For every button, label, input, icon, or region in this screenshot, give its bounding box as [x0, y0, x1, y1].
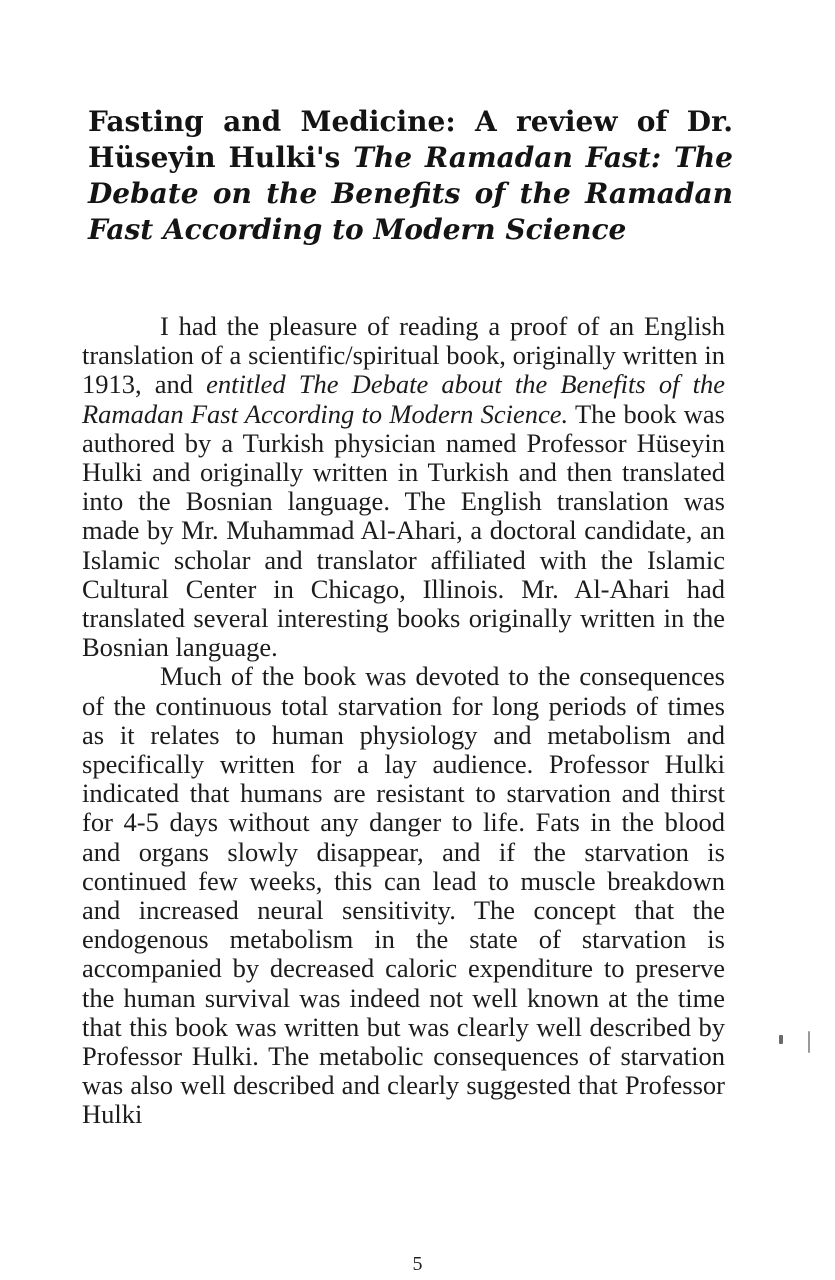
scan-speck: [779, 1035, 783, 1044]
article-body: [82, 312, 725, 1130]
paragraph-1-start: I had the pleasure of reading a proof of an English translation of a scientific/spiritual book, originally written in 1913, and: [82, 311, 725, 400]
paragraph-1: [82, 312, 725, 662]
page-number: 5: [412, 1253, 423, 1275]
title-main: Fasting and Medicine: A review of Dr. Hüseyin Hulki's: [88, 105, 733, 174]
paragraph-1-end: The book was authored by a Turkish physician named Professor Hüseyin Hulki and originally written in Turkish and then translated into the Bosnian language. The English translation was made by Mr. Muhammad Al-Ahari, a doctoral candidate, an Islamic scholar and translator affiliated with the Islamic Cultural Center in Chicago, Illinois. Mr. Al-Ahari had translated several interesting books originally written in the Bosnian language.: [82, 398, 725, 663]
paragraph-2: Much of the book was devoted to the consequences of the continuous total starvation for long periods of times as it relates to human physiology and metabolism and specifically written for a lay audience. Professor Hulki indicated that humans are resistant to starvation and thirst for 4-5 days without any danger to life. Fats in the blood and organs slowly disappear, and if the starvation is continued few weeks, this can lead to muscle breakdown and increased neural sensitivity. The concept that the endogenous metabolism in the state of starvation is accompanied by decreased caloric expenditure to preserve the human survival was indeed not well known at the time that this book was written but was clearly well described by Professor Hulki. The metabolic consequences of starvation was also well described and clearly suggested that Professor Hulki: [82, 661, 725, 1130]
article-title: [88, 104, 733, 248]
title-book-name: The Ramadan Fast: The Debate on the Benefits of the Ramadan Fast According to Modern Science: [88, 141, 733, 246]
paragraph-1-book-title: entitled The Debate about the Benefits of the Ramadan Fast According to Modern Science.: [82, 369, 725, 429]
scan-speck: [808, 1031, 810, 1053]
